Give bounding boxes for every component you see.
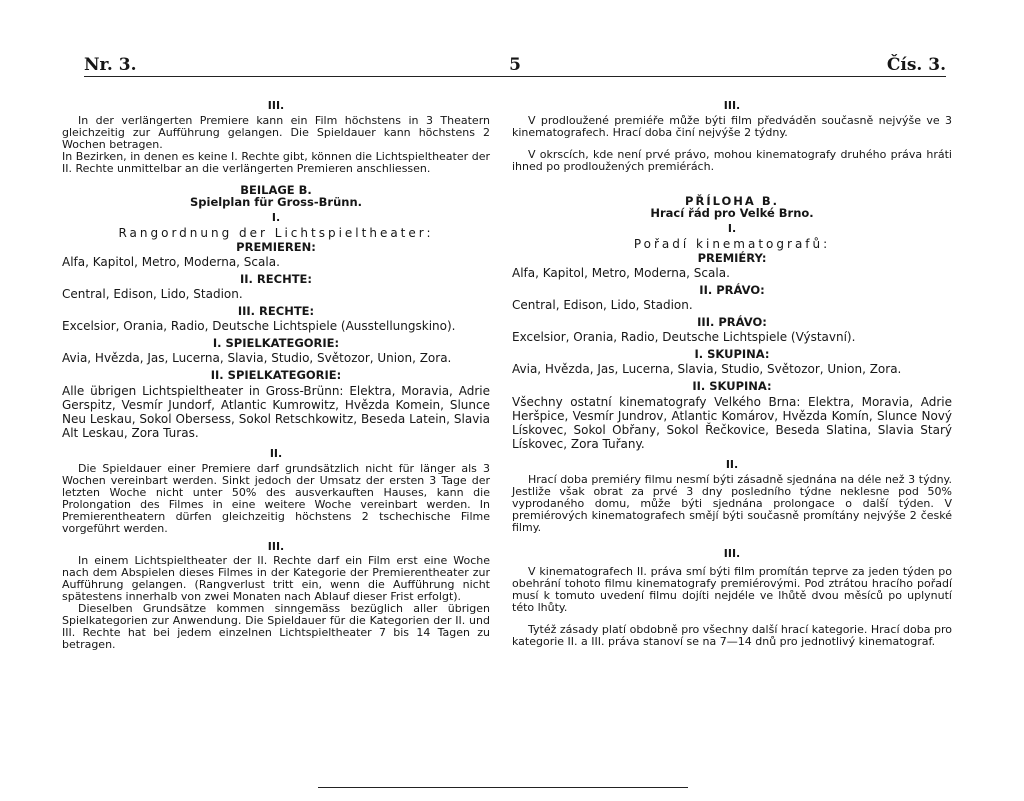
- page-header: [84, 49, 946, 77]
- paragraph: In Bezirken, in denen es keine I. Rechte gibt, können die Lichtspieltheater der II. Rechte unmittelbar an die verlängerten Premieren anschliessen.: [62, 149, 490, 175]
- paragraph: Tytéž zásady platí obdobně pro všechny další hrací kategorie. Hrací doba pro kategorie II. a III. práva stanoví se na 7—14 dnů pro jednotlivý kinematograf.: [512, 623, 952, 648]
- category-list: Excelsior, Orania, Radio, Deutsche Lichtspiele (Ausstellungskino).: [62, 319, 456, 333]
- czech-column: [512, 100, 952, 648]
- paragraph: In der verlängerten Premiere kann ein Film höchstens in 3 Theatern gleichzeitig zur Aufführung gelangen. Die Spieldauer kann höchstens 2 Wochen betragen.: [62, 113, 490, 151]
- category-heading: II. SKUPINA:: [692, 378, 772, 393]
- category-heading: III. PRÁVO:: [697, 314, 767, 329]
- appendix-title: BEILAGE B.: [240, 182, 312, 197]
- category-list: Avia, Hvězda, Jas, Lucerna, Slavia, Studio, Světozor, Union, Zora.: [512, 362, 902, 376]
- appendix-title: PŘÍLOHA B.: [685, 193, 779, 208]
- category-list: Excelsior, Orania, Radio, Deutsche Lichtspiele (Výstavní).: [512, 330, 856, 344]
- category-heading: II. PRÁVO:: [699, 282, 765, 297]
- category-heading: II. SPIELKATEGORIE:: [210, 367, 342, 382]
- german-column: [62, 100, 490, 651]
- paragraph: In einem Lichtspieltheater der II. Rechte darf ein Film erst eine Woche nach dem Abspielen dieses Filmes in der Kategorie der Premierentheater zur Aufführung gelangen. (Rangverlust tritt ein, wenn die Aufführung nicht spätestens innerhalb von zwei Monaten nach Ablauf dieser Frist erfolgt).: [62, 554, 490, 603]
- section-heading: II.: [725, 458, 739, 471]
- paragraph: Die Spieldauer einer Premiere darf grundsätzlich nicht für länger als 3 Wochen vereinbart werden. Sinkt jedoch der Umsatz der ersten 3 Tage der letzten Woche nicht unter 50% des ausverkauften Hauses, kann die Prolongation des Filmes in eine weitere Woche vereinbart werden. In Premierentheatern dürfen gleichzeitig höchstens 2 tschechische Filme vorgeführt werden.: [62, 461, 490, 535]
- paragraph: V kinematografech II. práva smí býti film promítán teprve za jeden týden po obehrání tohoto filmu kinematografy premiérovými. Pod ztrátou hracího pořadí musí k tomuto uvedení filmu dojíti nejdéle ve lhůtě dvou měsíců po uplynutí této lhůty.: [512, 565, 952, 614]
- ranking-heading: Pořadí kinematografů:: [633, 237, 831, 251]
- page-number: 5: [509, 55, 521, 75]
- appendix-subtitle: Hrací řád pro Velké Brno.: [650, 206, 814, 220]
- section-heading: II.: [269, 447, 283, 460]
- category-heading: I. SPIELKATEGORIE:: [212, 335, 340, 350]
- issue-number-cz: Čís. 3.: [886, 55, 946, 75]
- paragraph: V okrscích, kde není prvé právo, mohou kinematografy druhého práva hráti ihned po prodloužených premiérách.: [512, 147, 952, 173]
- category-list: Alfa, Kapitol, Metro, Moderna, Scala.: [512, 266, 730, 280]
- paragraph: V prodloužené premiéře může býti film předváděn současně nejvýše ve 3 kinematografech. Hrací doba činí nejvýše 2 týdny.: [512, 113, 952, 139]
- category-heading: PREMIEREN:: [236, 239, 316, 254]
- appendix-subtitle: Spielplan für Gross-Brünn.: [189, 195, 363, 209]
- section-heading: III.: [267, 99, 285, 112]
- category-list: Avia, Hvězda, Jas, Lucerna, Slavia, Studio, Světozor, Union, Zora.: [62, 351, 452, 365]
- category-heading: PREMIÉRY:: [697, 250, 767, 265]
- category-heading: I. SKUPINA:: [694, 346, 770, 361]
- category-list: Alfa, Kapitol, Metro, Moderna, Scala.: [62, 255, 280, 269]
- category-heading: II. RECHTE:: [239, 271, 312, 286]
- footer-rule: [318, 787, 688, 788]
- section-heading: I.: [271, 210, 281, 224]
- category-list: Alle übrigen Lichtspieltheater in Gross-Brünn: Elektra, Moravia, Adrie Gerspitz, Vesmír Jundorf, Atlantic Kumrowitz, Hvězda Komein, Slunce Neu Leskau, Sokol Obersess, Sokol Retschkowitz, Beseda Latein, Slavia Alt Leskau, Zora Turas.: [62, 384, 490, 440]
- category-heading: III. RECHTE:: [237, 303, 315, 318]
- category-list: Všechny ostatní kinematografy Velkého Brna: Elektra, Moravia, Adrie Heršpice, Vesmír Jundrov, Atlantic Komárov, Hvězda Komín, Slunce Nový Lískovec, Sokol Obřany, Sokol Řečkovice, Beseda Slatina, Slavia Starý Lískovec, Zora Tuřany.: [512, 395, 952, 451]
- category-list: Central, Edison, Lido, Stadion.: [62, 287, 243, 301]
- category-list: Central, Edison, Lido, Stadion.: [512, 298, 693, 312]
- header-rule: [84, 76, 946, 77]
- section-heading: III.: [267, 539, 285, 553]
- section-heading: I.: [727, 221, 737, 235]
- section-heading: III.: [723, 99, 741, 112]
- paragraph: Dieselben Grundsätze kommen sinngemäss bezüglich aller übrigen Spielkategorien zur Anwendung. Die Spieldauer für die Kategorien der II. und III. Rechte hat bei jedem einzelnen Lichtspieltheater 7 bis 14 Tagen zu betragen.: [62, 602, 490, 651]
- paragraph: Hrací doba premiéry filmu nesmí býti zásadně sjednána na déle než 3 týdny. Jestliže však obrat za prvé 3 dny posledního týdne neklesne pod 50% vyprodaného domu, může býti sjednána prolongace o další týden. V premiérových kinematografech smějí býti současně promítány nejvýše 2 české filmy.: [512, 472, 952, 534]
- issue-number-de: Nr. 3.: [84, 55, 137, 75]
- ranking-heading: Rangordnung der Lichtspieltheater:: [118, 226, 434, 240]
- section-heading: III.: [723, 546, 741, 560]
